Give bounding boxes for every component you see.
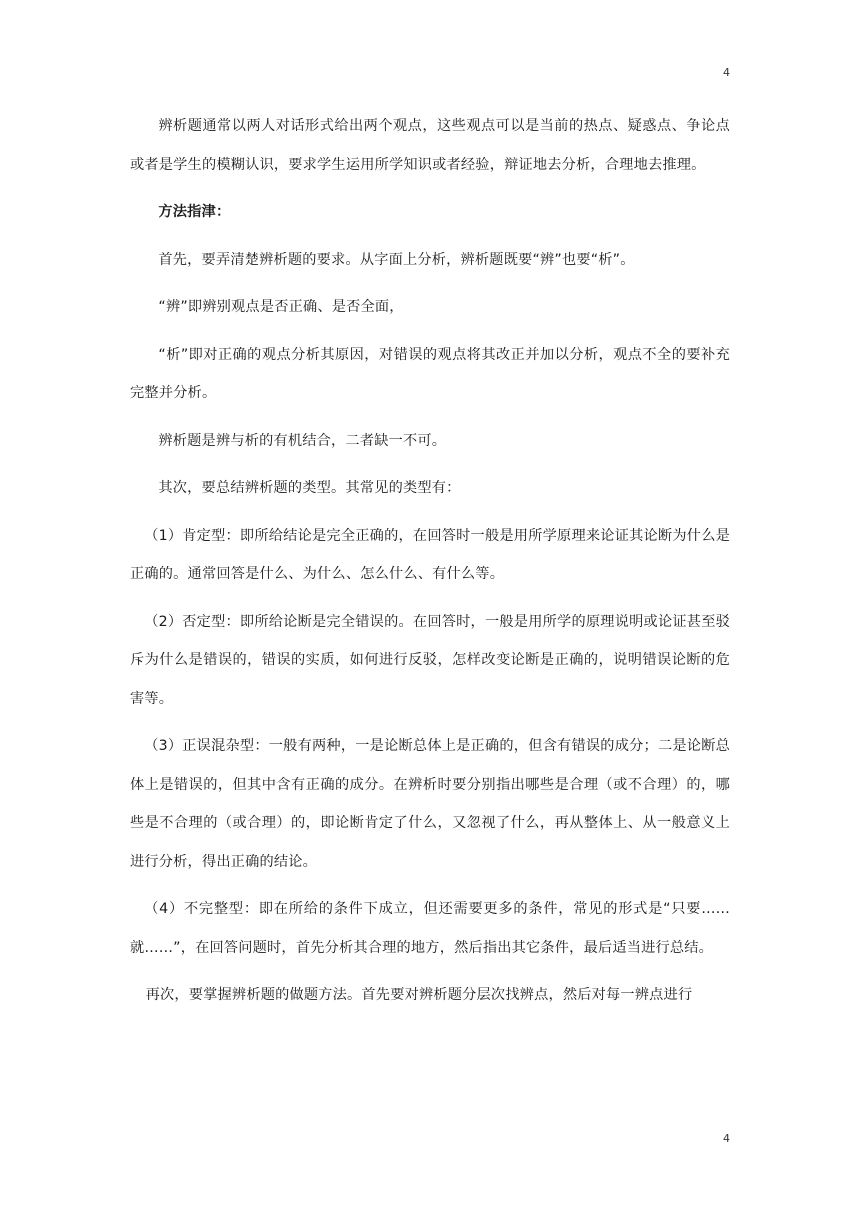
- paragraph-third-step: 再次，要掌握辨析题的做题方法。首先要对辨析题分层次找辨点，然后对每一辨点进行: [145, 987, 693, 1003]
- paragraph-second-step: 其次，要总结辨析题的类型。其常见的类型有：: [158, 480, 461, 496]
- paragraph-xi-definition: “析”即对正确的观点分析其原因，对错误的观点将其改正并加以分析，观点不全的要补充完整并分析。: [130, 346, 730, 401]
- paragraph-first-step: 首先，要弄清楚辨析题的要求。从字面上分析，辨析题既要“辨”也要“析”。: [158, 251, 635, 268]
- document-body: [130, 107, 730, 1024]
- page-number-bottom: 4: [723, 1132, 730, 1145]
- paragraph-method-heading: 方法指津：: [158, 204, 231, 220]
- paragraph-type-negative: （2）否定型：即所给论断是完全错误的。在回答时，一般是用所学的原理说明或论证甚至驳斥为什么是错误的，错误的实质，如何进行反驳，怎样改变论断是正确的，说明错误论断的危害等。: [130, 613, 730, 707]
- page-number-top: 4: [723, 66, 730, 79]
- paragraph-type-incomplete: （4）不完整型：即在所给的条件下成立，但还需要更多的条件，常见的形式是“只要……就……”，在回答问题时，首先分析其合理的地方，然后指出其它条件，最后适当进行总结。: [130, 901, 730, 956]
- paragraph-intro: 辨析题通常以两人对话形式给出两个观点，这些观点可以是当前的热点、疑惑点、争论点或者是学生的模糊认识，要求学生运用所学知识或者经验，辩证地去分析，合理地去推理。: [130, 118, 730, 173]
- paragraph-type-mixed: （3）正误混杂型：一般有两种，一是论断总体上是正确的，但含有错误的成分；二是论断总体上是错误的，但其中含有正确的成分。在辨析时要分别指出哪些是合理（或不合理）的，哪些是不合理的（或合理）的，即论断肯定了什么，又忽视了什么，再从整体上、从一般意义上进行分析，得出正确的结论。: [130, 738, 730, 870]
- paragraph-type-affirmative: （1）肯定型：即所给结论是完全正确的，在回答时一般是用所学原理来论证其论断为什么是正确的。通常回答是什么、为什么、怎么什么、有什么等。: [130, 527, 730, 582]
- paragraph-combination: 辨析题是辨与析的有机结合，二者缺一不可。: [158, 432, 447, 449]
- paragraph-bian-definition: “辨”即辨别观点是否正确、是否全面，: [158, 299, 404, 315]
